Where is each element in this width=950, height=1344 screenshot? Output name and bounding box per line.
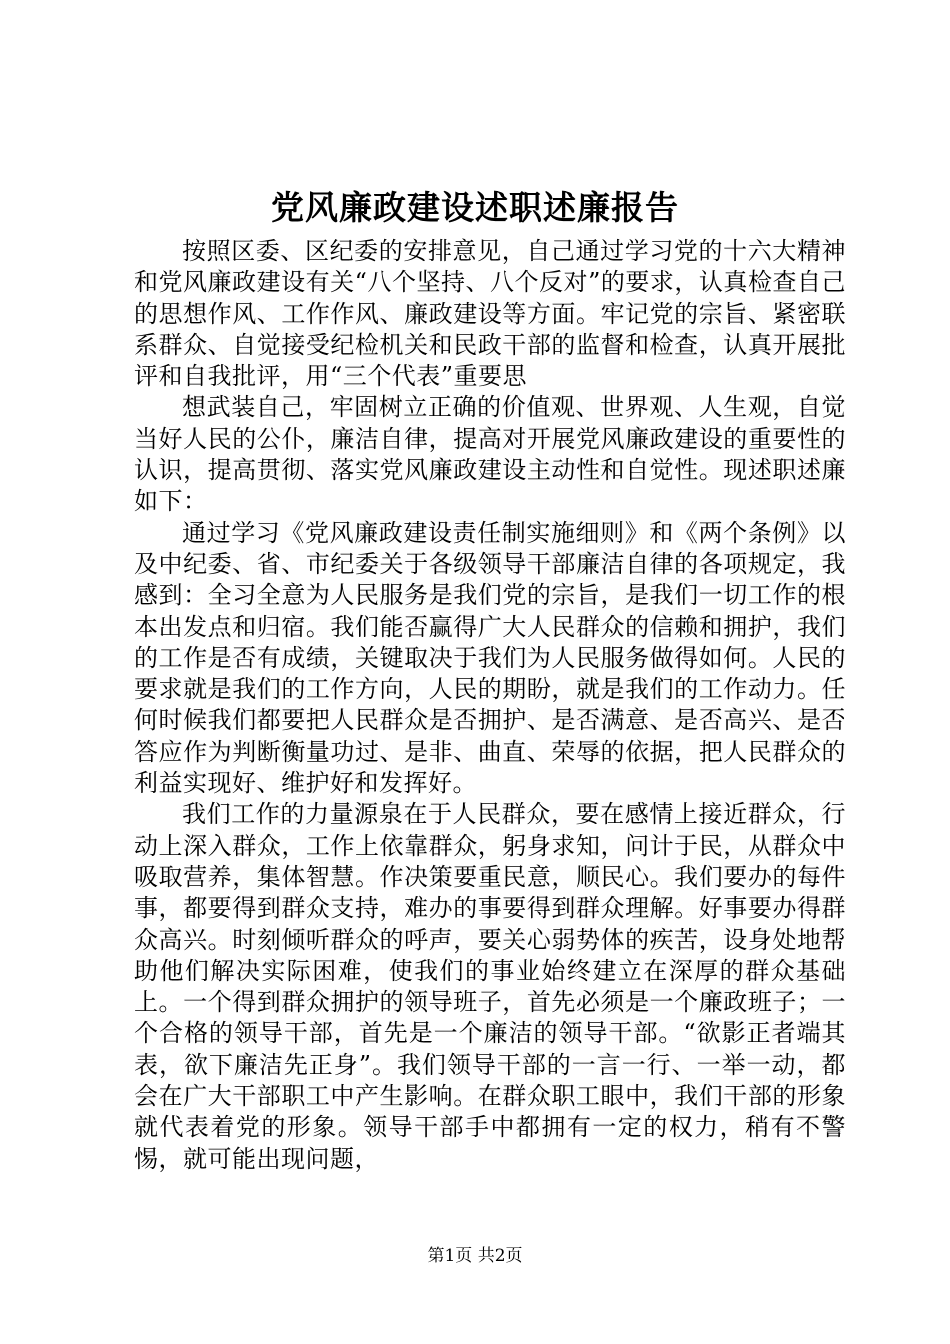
paragraph-4: 我们工作的力量源泉在于人民群众，要在感情上接近群众，行动上深入群众，工作上依靠群众，躬身求知，问计于民，从群众中吸取营养，集体智慧。作决策要重民意，顺民心。我们要办的每件事，都要得到群众支持，难办的事要得到群众理解。好事要办得群众高兴。时刻倾听群众的呼声，要关心弱势体的疾苦，设身处地帮助他们解决实际困难，使我们的事业始终建立在深厚的群众基础上。一个得到群众拥护的领导班子，首先必须是一个廉政班子；一个合格的领导干部，首先是一个廉洁的领导干部。“欲影正者端其表，欲下廉洁先正身”。我们领导干部的一言一行、一举一动，都会在广大干部职工中产生影响。在群众职工眼中，我们干部的形象就代表着党的形象。领导干部手中都拥有一定的权力，稍有不警惕，就可能出现问题， [134, 800, 846, 1173]
document-body [134, 236, 846, 1175]
paragraph-3: 通过学习《党风廉政建设责任制实施细则》和《两个条例》以及中纪委、省、市纪委关于各级领导干部廉洁自律的各项规定，我感到：全习全意为人民服务是我们党的宗旨，是我们一切工作的根本出发点和归宿。我们能否赢得广大人民群众的信赖和拥护，我们的工作是否有成绩，关键取决于我们为人民服务做得如何。人民的要求就是我们的工作方向，人民的期盼，就是我们的工作动力。任何时候我们都要把人民群众是否拥护、是否满意、是否高兴、是否答应作为判断衡量功过、是非、曲直、荣辱的依据，把人民群众的利益实现好、维护好和发挥好。 [134, 518, 846, 798]
document-title: 党风廉政建设述职述廉报告 [271, 188, 679, 227]
page-number-footer: 第1页 共2页 [427, 1246, 523, 1266]
paragraph-2: 想武装自己，牢固树立正确的价值观、世界观、人生观，自觉当好人民的公仆，廉洁自律，提高对开展党风廉政建设的重要性的认识，提高贯彻、落实党风廉政建设主动性和自觉性。现述职述廉如下： [134, 393, 846, 516]
paragraph-1: 按照区委、区纪委的安排意见，自己通过学习党的十六大精神和党风廉政建设有关“八个坚持、八个反对”的要求，认真检查自己的思想作风、工作作风、廉政建设等方面。牢记党的宗旨、紧密联系群众、自觉接受纪检机关和民政干部的监督和检查，认真开展批评和自我批评，用“三个代表”重要思 [134, 237, 846, 391]
